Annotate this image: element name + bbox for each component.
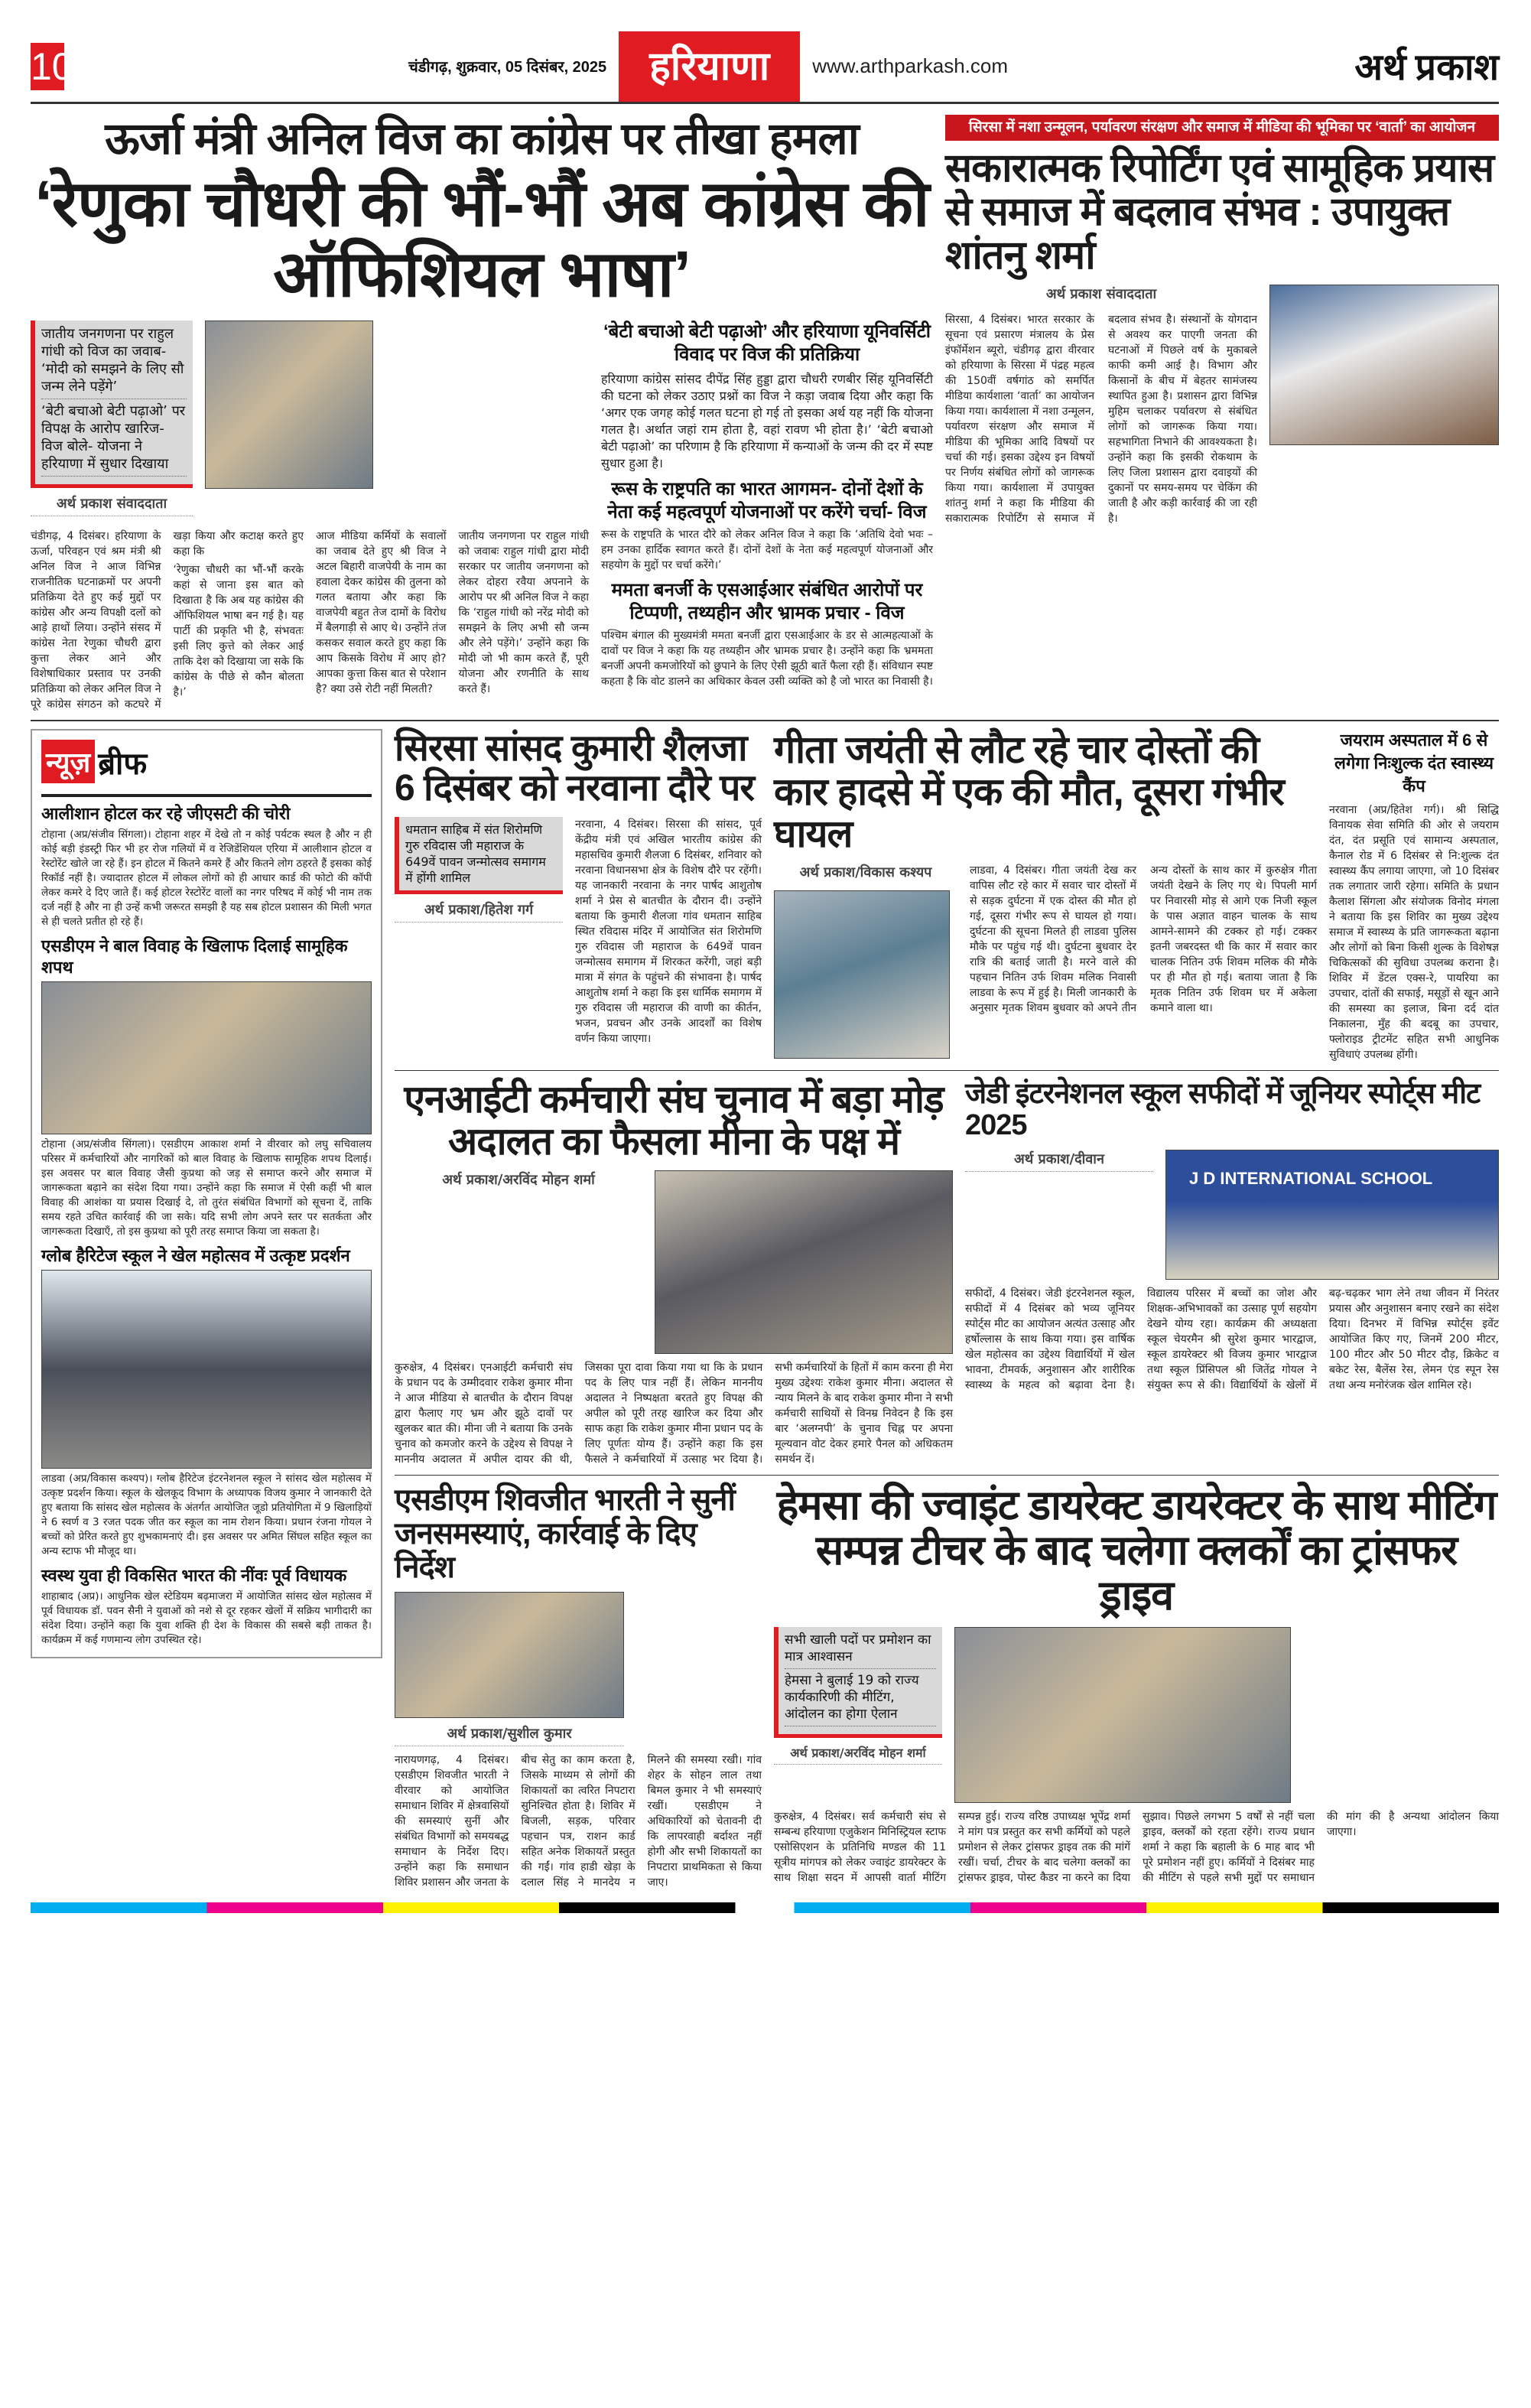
car-accident-photo — [774, 890, 950, 1059]
brief-body: लाडवा (अप्र/विकास कश्यप)। ग्लोब हैरिटेज इंटरनेशनल स्कूल ने सांसद खेल महोत्सव में उत्कृष्ट प्रदर्शन किया। स्कूल के खेलकूद विभाग के अध्यापक विजय कुमार ने जानकारी देते हुए बताया कि सांसद खेल महोत्सव के अंतर्गत आयोजित जूडो प्रतियोगिता में 9 खिलाड़ियों ने 6 स्वर्ण व 3 रजत पदक जीत कर स्कूल का नाम रोशन किया। प्रधान रंजना गोयल ने बच्चों को प्रेरित करते हुए शुभकामनाएं दी। इस अवसर पर अमित सिंघल सहित स्कूल का अन्य स्टाफ भी मौजूद था। — [41, 1472, 372, 1557]
sdm-story — [395, 1483, 762, 1890]
jairam-headline: जयराम अस्पताल में 6 से लगेगा निःशुल्क दंत स्वास्थ्य कैंप — [1334, 730, 1494, 796]
brief-body: टोहाना (अप्र/संजीव सिंगला)। एसडीएम आकाश शर्मा ने वीरवार को लघु सचिवालय परिसर में कर्मचारियों और नागरिकों को बाल विवाह के खिलाफ सामूहिक शपथ दिलाई। इस अवसर पर बाल विवाह जैसी कुप्रथा को जड़ से समाप्त करने और समाज में जागरूकता बढ़ाने का संदेश दिया गया। उन्होंने कहा कि समाज में ऐसी कहीं भी बाल विवाह की आशंका या प्रयास दिखाई दे, तो तुरंत संबंधित विभागों को सूचना दें, ताकि समय रहते उचित कार्रवाई की जा सके। यदि सभी लोग अपने स्तर पर सतर्कता और जागरूकता दिखाएँ, तो इस कुप्रथा को पूरी तरह समाप्त किया जा सकता है। — [41, 1137, 372, 1238]
jd-body: सफीदों, 4 दिसंबर। जेडी इंटरनेशनल स्कूल, सफीदों में 4 दिसंबर को भव्य जूनियर स्पोर्ट्स मीट का आयोजन अत्यंत उत्साह और हर्षोल्लास के साथ किया गया। इस वार्षिक खेल महोत्सव का उद्देश्य विद्यार्थियों में खेल भावना, टीमवर्क, अनुशासन और शारीरिक स्वास्थ्य के महत्व को बढ़ावा देना है। विद्यालय परिसर में बच्चों का जोश और शिक्षक-अभिभावकों का उत्साह पूर्ण सहयोग देखने योग्य रहा। कार्यक्रम की अध्यक्षता स्कूल चेयरमैन श्री सुरेश कुमार भारद्वाज, स्कूल डायरेक्टर श्री विजय कुमार भारद्वाज तथा स्कूल प्रिंसिपल श्री जितेंद्र गोयल ने संयुक्त रूप से की। विद्यार्थियों के खेलों में बढ़-चढ़कर भाग लेने तथा जीवन में निरंतर प्रयास और अनुशासन बनाए रखने का संदेश दिया। दिनभर में विभिन्न स्पोर्ट्स इवेंट आयोजित किए गए, जिनमें 200 मीटर, 100 मीटर और 50 मीटर दौड़, क्रिकेट व बकेट रेस, बैलेंस रेस, लेमन एंड स्पून रेस तथा अन्य मनोरंजक खेल शामिल रहे। — [965, 1287, 1499, 1392]
jd-byline: अर्थ प्रकाश/दीवान — [965, 1150, 1153, 1172]
nit-byline: अर्थ प्रकाश/अरविंद मोहन शर्मा — [442, 1171, 595, 1188]
lead-subheads — [31, 321, 193, 488]
side-headline: ‘बेटी बचाओ बेटी पढ़ाओ’ और हरियाणा यूनिवर्सिटी विवाद पर विज की प्रतिक्रिया — [603, 321, 931, 365]
hemsa-body: कुरुक्षेत्र, 4 दिसंबर। सर्व कर्मचारी संघ से सम्बन्ध हरियाणा एजुकेशन मिनिस्ट्रियल स्टाफ एसोसिएशन के प्रतिनिधि मण्डल की 11 सूत्रीय मांगपत्र को लेकर ज्वाइंट डायरेक्टर के साथ शिक्षा सदन में आपसी वार्ता मीटिंग सम्पन्न हुई। राज्य वरिष्ठ उपाध्यक्ष भूपेंद्र शर्मा ने मांग पत्र प्रस्तुत कर सभी कर्मियों को पहले प्रमोशन से लेकर ट्रांसफर ड्राइव तक की मांगें रखीं। चर्चा, टीचर के बाद चलेगा क्लर्कों का ट्रांसफर ड्राइव, पोस्ट कैडर ना करने का दिया सुझाव। पिछले लगभग 5 वर्षों से नहीं चला ड्राइव, क्लर्कों को रहता रहेंगे। राज्य प्रधान शर्मा ने कहा कि बहाली के 6 माह बाद भी पूरे प्रमोशन नहीं हुए। कर्मियों ने दिसंबर माह की मीटिंग से पहले सभी मुद्दों पर समाधान की मांग की है अन्यथा आंदोलन किया जाएगा। — [774, 1810, 1499, 1884]
lower-main — [395, 729, 1499, 1890]
lead-sidebar — [601, 321, 933, 689]
shailja-body: नरवाना, 4 दिसंबर। सिरसा की सांसद, पूर्व केंद्रीय मंत्री एवं अखिल भारतीय कांग्रेस की महासचिव कुमारी शैलजा 6 दिसंबर, शनिवार को नरवाना विधानसभा क्षेत्र के विशेष दौरे पर रहेंगी। यह जानकारी नरवाना के नगर पार्षद आशुतोष शर्मा ने प्रेस से बातचीत के दौरान दी। उन्होंने बताया कि कुमारी शैलजा गांव धमतान साहिब स्थित रविदास मंदिर में आयोजित संत शिरोमणि गुरु रविदास जी महाराज के 649वें पावन जन्मोत्सव समागम में शिरकत करेंगी, जहां बड़ी मात्रा में संगत के पहुंचने की संभावना है। पार्षद आशुतोष शर्मा ने कहा कि इस धार्मिक समागम में गुरु रविदास जी महाराज की वाणी का कीर्तन, भजन, प्रवचन और उनके आदर्शों का विशेष वर्णन किया जाएगा। — [575, 818, 762, 1046]
sdm-body: नारायणगढ़, 4 दिसंबर। एसडीएम शिवजीत भारती ने वीरवार को आयोजित समाधान शिविर में क्षेत्रवासियों की समस्याएं सुनीं और संबंधित विभागों को समयबद्ध समाधान के निर्देश दिए। उन्होंने कहा कि समाधान शिविर प्रशासन और जनता के बीच सेतु का काम करता है, जिसके माध्यम से लोगों की शिकायतों का त्वरित निपटारा सुनिश्चित होता है। शिविर में बिजली, सड़क, परिवार पहचान पत्र, राशन कार्ड सहित अनेक शिकायतें प्रस्तुत की गईं। गांव हाडी खेड़ा के दलाल सिंह ने मानदेय न मिलने की समस्या रखी। गांव शेहर के सोहन लाल तथा बिमल कुमार ने भी समस्याएं रखीं। एसडीएम ने अधिकारियों को चेतावनी दी कि लापरवाही बर्दाश्त नहीं होगी और सभी शिकायतों का निपटारा प्राथमिकता से किया जाए। — [395, 1753, 762, 1889]
paragraph: आज मीडिया कर्मियों के सवालों का जवाब देते हुए श्री विज ने अटल बिहारी वाजपेयी के नाम का हवाला देकर कांग्रेस की तुलना को गलत बताया और कहा कि वाजपेयी बहुत तेज दामों के विरोध में बैलगाड़ी से आए थे। उन्होंने तंज कसकर सवाल करते हुए कहा कि आप किसके विरोध में आए हो? आपका कुत्ता किस बात से परेशान है? क्या उसे रोटी नहीं मिलती? — [316, 529, 447, 695]
shailja-subhead: धमतान साहिब में संत शिरोमणि गुरु रविदास जी महाराज के 649वें पावन जन्मोत्सव समागम में होंगी शामिल — [395, 817, 563, 894]
sirsa-body: सिरसा, 4 दिसंबर। भारत सरकार के सूचना एवं प्रसारण मंत्रालय के प्रेस इंफॉर्मेशन ब्यूरो, चंडीगढ़ द्वारा वीरवार को हरियाणा के सिरसा में पंद्रह महत्व की 150वीं वर्षगांठ को समर्पित मीडिया कार्यशाला ‘वार्ता’ का आयोजन किया गया। कार्यशाला में नशा उन्मूलन, पर्यावरण संरक्षण और समाज में मीडिया की भूमिका आदि विषयों पर चर्चा की गई। इसका उद्देश्य इन विषयों पर निर्णय संबंधित लोगों को जागरूक किया गया। कार्यशाला में उपायुक्त शांतनु शर्मा ने कहा कि मीडिया की सकारात्मक रिपोर्टिंग से समाज में बदलाव संभव है। संस्थानों के योगदान से अवश्य कर पाएगी जनता की घटनाओं में पिछले वर्ष के मुकाबले काफी कमी आई है। विभाग और किसानों के बीच में बेहतर सामंजस्य स्थापित हुआ है। प्रशासन द्वारा विभिन्न मुहिम चलाकर पर्यावरण से संबंधित लोगों को जागरूक किया गया। सहभागिता निभाने की आवश्यकता है। उन्होंने कहा कि इसकी रोकथाम के लिए जिला प्रशासन द्वारा दवाइयों की दुकानों पर समय-समय पर चेकिंग की जाती है और कड़ी कार्रवाई की जा रही है। — [945, 313, 1257, 525]
brief-photo — [41, 981, 372, 1134]
brief-photo — [41, 1270, 372, 1469]
sirsa-headline: सकारात्मक रिपोर्टिंग एवं सामूहिक प्रयास से समाज में बदलाव संभव : उपायुक्त शांतनु शर्मा — [945, 146, 1494, 278]
paragraph: ‘रेणुका चौधरी का भौं-भौं करके कहां से जाना इस बात को दिखाता है कि अब यह कांग्रेस की ऑफिशियल भाषा बन गई है। यह पार्टी की प्रकृति भी है, संभवतः इसी लिए कुत्ते को लेकर आई ताकि देश को दिखाया जा सके कि कांग्रेस के पीछे से कौन बोलता है।’ — [173, 563, 304, 698]
sirsa-banner: सिरसा में नशा उन्मूलन, पर्यावरण संरक्षण और समाज में मीडिया की भूमिका पर ‘वार्ता’ का आयोजन — [945, 115, 1499, 141]
brief-headline: स्वस्थ युवा ही विकसित भारत की नींवः पूर्व विधायक — [41, 1565, 347, 1585]
side-body-2: रूस के राष्ट्रपति के भारत दौरे को लेकर अनिल विज ने कहा कि ‘अतिथि देवो भवः – हम उनका हार्दिक स्वागत करते हैं। दोनों देशों के नेता कई महत्वपूर्ण योजनाओं और सहयोग के मुद्दों पर चर्चा करेंगे।’ — [601, 528, 933, 571]
lead-byline: अर्थ प्रकाश संवाददाता — [31, 494, 193, 516]
row-2 — [395, 729, 1499, 1062]
shailja-byline: अर्थ प्रकाश/हितेश गर्ग — [395, 900, 563, 923]
hemsa-byline: अर्थ प्रकाश/अरविंद मोहन शर्मा — [774, 1744, 942, 1765]
lead-subhead: ‘बेटी बचाओ बेटी पढ़ाओ’ पर विपक्ष के आरोप खारिज- विज बोले- योजना ने हरियाणा में सुधार दिखाया — [41, 402, 187, 477]
brief-body: टोहाना (अप्र/संजीव सिंगला)। टोहाना शहर में देखे तो न कोई पर्यटक स्थल है और न ही कोई बड़ी इंडस्ट्री फिर भी हर रोज गलियों में व रेजिडेंशियल एरिया में आलीशान होटल व रेस्टोरेंट खोले जा रहे हैं। इन होटल में कितने कमरे हैं और कितने लोग ठहरते हैं इसका कोई रिकॉर्ड नहीं है। ज्यादातर होटल में लोकल लोगों को ही आधार कार्ड की फोटो की कॉपी लेकर कमरे दे दिए जाते हैं। कई होटल रेस्टोरेंट वालों का नगर परिषद में कोई भी नाम तक दर्ज नहीं है और ना ही उन्हें कभी जरूरत समझी है यह सब होटल प्रशासन की मिली भगत से ही चलते प्रतीत हो रहे हैं। — [41, 828, 372, 928]
sirsa-event-photo — [1269, 285, 1499, 445]
school-banner-text: J D INTERNATIONAL SCHOOL — [1189, 1169, 1433, 1189]
section-label: हरियाणा — [619, 31, 800, 102]
geeta-headline: गीता जयंती से लौट रहे चार दोस्तों की कार हादसे में एक की मौत, दूसरा गंभीर घायल — [774, 727, 1284, 855]
minister-photo — [205, 321, 373, 489]
side-headline-2: रूस के राष्ट्रपति का भारत आगमन- दोनों देशों के नेता कई महत्वपूर्ण योजनाओं पर करेंगे चर्चा- विज — [607, 478, 927, 522]
logo-part: ब्रीफ — [98, 747, 148, 781]
paragraph: चंडीगढ़, 4 दिसंबर। हरियाणा के ऊर्जा, परिवहन एवं श्रम मंत्री श्री अनिल विज ने आज विभिन्न राजनीतिक घटनाक्रमों पर अपनी प्रतिक्रिया देते हुए कई मुद्दों पर कांग्रेस और अन्य विपक्षी दलों को आड़े हाथों लिया। उन्होंने संसद में कांग्रेस नेता रेणुका चौधरी द्वारा कुत्ता लेकर आने और विशेषाधिकार प्रस्ताव पर उनकी प्रतिक्रिया को लेकर अनिल विज ने पूरे कांग्रेस संगठन को कटघरे में खड़ा किया और कटाक्ष करते हुए कहा कि — [31, 529, 304, 711]
shailja-story — [395, 729, 762, 1047]
geeta-body: लाडवा, 4 दिसंबर। गीता जयंती देख कर वापिस लौट रहे कार में सवार चार दोस्तों में से सड़क दुर्घटना में एक दोस्त की मौत हो गई, दूसरा गंभीर रूप से घायल हो गया। दुर्घटना की सूचना मिलते ही लाडवा पुलिस मौके पर पहुंच गई थी। दुर्घटना बुधवार देर रात्रि की बताई जाती है। मरने वाले की पहचान नितिन उर्फ शिवम मलिक निवासी लाडवा के रूप में हुई है। मिली जानकारी के अनुसार मृतक शिवम बुधवार को अपने तीन अन्य दोस्तों के साथ कार में कुरुक्षेत्र गीता जयंती देखने के लिए गए थे। पिपली मार्ग पर निवारसी मोड़ से आगे एक निजी स्कूल के पास अज्ञात वाहन चालक के साथ आमने-सामने की टक्कर हो गई। टक्कर इतनी जबरदस्त थी कि कार में सवार कार चालक नितिन उर्फ शिवम मलिक की मौके पर ही मौत हो गई। बताया जाता है कि मृतक नितिन उर्फ शिवम घर में अकेला कमाने वाला था। — [970, 864, 1317, 1014]
sirsa-byline: अर्थ प्रकाश संवाददाता — [1045, 285, 1157, 302]
jd-headline: जेडी इंटरनेशनल स्कूल सफीदों में जूनियर स्पोर्ट्स मीट 2025 — [965, 1077, 1481, 1142]
nit-headline: एनआईटी कर्मचारी संघ चुनाव में बड़ा मोड़ अदालत का फैसला मीना के पक्ष में — [404, 1077, 944, 1163]
sdm-headline: एसडीएम शिवजीत भारती ने सुनीं जनसमस्याएं, कार्रवाई के दिए निर्देश — [395, 1482, 735, 1584]
newspaper-logo: अर्थ प्रकाश — [1354, 47, 1500, 88]
sdm-photo — [395, 1592, 624, 1718]
sirsa-story — [945, 115, 1499, 526]
divider — [395, 1475, 1499, 1476]
hemsa-subhead: हेमसा ने बुलाई 19 को राज्य कार्यकारिणी की मीटिंग, आंदोलन का होगा ऐलान — [785, 1672, 936, 1726]
geeta-story — [774, 729, 1317, 1059]
brief-headline: एसडीएम ने बाल विवाह के खिलाफ दिलाई सामूहिक शपथ — [41, 936, 348, 977]
hemsa-meeting-photo — [954, 1627, 1291, 1803]
masthead — [31, 31, 1499, 104]
row-3 — [395, 1079, 1499, 1467]
dateline: चंडीगढ़, शुक्रवार, 05 दिसंबर, 2025 — [408, 59, 607, 76]
news-brief-logo — [41, 740, 372, 797]
jd-story — [965, 1079, 1499, 1394]
lead-kicker: ऊर्जा मंत्री अनिल विज का कांग्रेस पर तीखा हमला — [105, 114, 859, 164]
brief-item — [41, 1565, 372, 1648]
nit-story — [395, 1079, 953, 1467]
lead-headline: ‘रेणुका चौधरी की भौं-भौं अब कांग्रेस की ऑफिशियल भाषा’ — [34, 167, 929, 311]
row-top — [31, 115, 1499, 712]
lead-story — [31, 115, 933, 712]
brief-item — [41, 803, 372, 929]
jd-school-photo — [1165, 1150, 1499, 1280]
nit-photo — [655, 1170, 953, 1354]
divider — [31, 720, 1499, 721]
geeta-byline: अर्थ प्रकाश/विकास कश्यप — [799, 864, 932, 880]
hemsa-story — [774, 1483, 1499, 1886]
news-brief-column — [31, 729, 382, 1658]
hemsa-headline: हेमसा की ज्वाइंट डायरेक्ट डायरेक्टर के साथ मीटिंग सम्पन्न टीचर के बाद चलेगा क्लर्कों का ट्रांसफर ड्राइव — [776, 1482, 1497, 1619]
side-body: हरियाणा कांग्रेस सांसद दीपेंद्र सिंह हुड्डा द्वारा चौधरी रणबीर सिंह यूनिवर्सिटी की घटना को लेकर उठाए प्रश्नों का विज ने कड़ा जवाब दिया और कहा कि ‘अगर एक जगह कोई गलत घटना हो गई तो इसका अर्थ यह नहीं कि योजना गलत है। अर्थात जहां राम होता है, वहां रावण भी होता है।’ ‘बेटी बचाओ बेटी पढ़ाओ’ का परिणाम है कि हरियाणा में कन्याओं के जन्म की दर में स्पष्ट सुधार हुआ है। — [601, 371, 933, 470]
brief-body: शाहाबाद (अप्र)। आधुनिक खेल स्टेडियम बढ़माजरा में आयोजित सांसद खेल महोत्सव में पूर्व विधायक डॉ. पवन सैनी ने युवाओं को नशे से दूर रहकर खेलों में सक्रिय भागीदारी का संदेश दिया। उन्होंने कहा कि युवा शक्ति ही देश के विकास की सबसे बड़ी ताकत है। कार्यक्रम में कई गणमान्य लोग उपस्थित रहे। — [41, 1590, 372, 1646]
print-color-bar — [31, 1902, 1499, 1913]
sdm-byline: अर्थ प्रकाश/सुशील कुमार — [395, 1724, 624, 1746]
nit-body: कुरुक्षेत्र, 4 दिसंबर। एनआईटी कर्मचारी संघ के प्रधान पद के उम्मीदवार राकेश कुमार मीना ने आज मीडिया से बातचीत के दौरान विपक्ष द्वारा फैलाए गए भ्रम और झूठे दावों पर खुलकर बात की। मीना जी ने बताया कि उनके चुनाव को कमजोर करने के उद्देश्य से विपक्ष ने माननीय अदालत में अपील दायर की थी, जिसका पूरा दावा किया गया था कि के प्रधान पद के लिए पात्र नहीं हैं। लेकिन माननीय अदालत ने निष्पक्षता बरतते हुए विपक्ष की अपील को पूरी तरह खारिज कर दिया और साफ कहा कि राकेश कुमार मीना प्रधान पद के लिए पूर्णतः योग्य हैं। उन्होंने कहा कि इस फैसले ने कर्मचारियों में उत्साह भर दिया है। सभी कर्मचारियों के हितों में काम करना ही मेरा मुख्य उद्देश्यः राकेश कुमार मीना। अदालत से न्याय मिलने के बाद राकेश कुमार मीना ने सभी कर्मचारी साथियों से विनम्र निवेदन है कि इस बार ‘अलग्नपी’ के चुनाव चिह्न पर अपना मूल्यवान वोट देकर हमारे पैनल को अधिकतम समर्थन दें। — [395, 1361, 953, 1466]
row-4 — [395, 1483, 1499, 1890]
site-url[interactable]: www.arthparkash.com — [812, 54, 1008, 77]
logo-part: न्यूज़ — [41, 740, 95, 783]
brief-headline: आलीशान होटल कर रहे जीएसटी की चोरी — [41, 803, 291, 823]
lead-body — [31, 529, 589, 712]
brief-headline: ग्लोब हैरिटेज स्कूल ने खेल महोत्सव में उत्कृष्ट प्रदर्शन — [41, 1245, 350, 1265]
brief-item — [41, 936, 372, 1239]
paragraph: जातीय जनगणना पर राहुल गांधी को जवाबः राहुल गांधी द्वारा मोदी सरकार पर जातीय जनगणना को लेकर दोहरा रवैया अपनाने के आरोप पर श्री अनिल विज ने कहा कि ‘राहुल गांधी को नरेंद्र मोदी को समझने के लिए अभी सौ जन्म और लेने पड़ेंगे।’ उन्होंने कहा कि मोदी जो भी काम करते हैं, पूरी योजना और रणनीति के साथ करते हैं। — [458, 529, 589, 695]
divider — [395, 1070, 1499, 1071]
lead-subhead: जातीय जनगणना पर राहुल गांधी को विज का जवाब- ‘मोदी को समझने के लिए सौ जन्म लेने पड़ेंगे’ — [41, 325, 187, 399]
side-body-3: पश्चिम बंगाल की मुख्यमंत्री ममता बनर्जी द्वारा एसआईआर के डर से आत्महत्याओं के दावों पर विज ने कहा कि यह तथ्यहीन और भ्रामक प्रचार है। उन्होंने कहा कि भ्रममता बनर्जी अपनी कमजोरियों को छुपाने के लिए ऐसी झूठी बातें फैला रही हैं। संविधान स्पष्ट कहता है कि वोट डालने का अधिकार केवल उसी व्यक्ति को है जो भारत का निवासी है। — [601, 629, 933, 688]
shailja-headline: सिरसा सांसद कुमारी शैलजा 6 दिसंबर को नरवाना दौरे पर — [395, 727, 754, 809]
page-number: 10 — [31, 43, 64, 90]
jairam-body: नरवाना (अप्र/हितेश गर्ग)। श्री सिद्धि विनायक सेवा समिति की ओर से जयराम दंत, दंत प्रसूति एवं सामान्य अस्पताल, कैनाल रोड में 6 दिसंबर से नि:शुल्क दंत स्वास्थ्य कैंप लगाया जाएगा, जो 10 दिसंबर तक लगातार जारी रहेगा। समिति के प्रधान कैलाश सिंगला और संयोजक विनोद मंगला ने बताया कि इस शिविर का मुख्य उद्देश्य समाज में स्वास्थ्य के प्रति जागरूकता बढ़ाना और लोगों को बिना किसी शुल्क के विशेषज्ञ चिकित्सकों की सुविधा उपलब्ध कराना है। शिविर में डेंटल एक्स-रे, पायरिया का उपचार, दांतों की सफाई, मसूड़ों से खून आने की समस्या का इलाज, बिना दर्द दांत निकालना, मुँह की बदबू का उपचार, फ्लोराइड ट्रीटमेंट सहित सभी आधुनिक सुविधाएं उपलब्ध होंगी। — [1329, 803, 1499, 1061]
jairam-story — [1329, 729, 1499, 1062]
hemsa-subhead: सभी खाली पदों पर प्रमोशन का मात्र आश्वासन — [785, 1632, 936, 1669]
side-headline-3: ममता बनर्जी के एसआईआर संबंधित आरोपों पर टिप्पणी, तथ्यहीन और भ्रामक प्रचार - विज — [611, 579, 923, 623]
hemsa-subheads — [774, 1627, 942, 1738]
lower-section — [31, 729, 1499, 1890]
brief-item — [41, 1245, 372, 1559]
